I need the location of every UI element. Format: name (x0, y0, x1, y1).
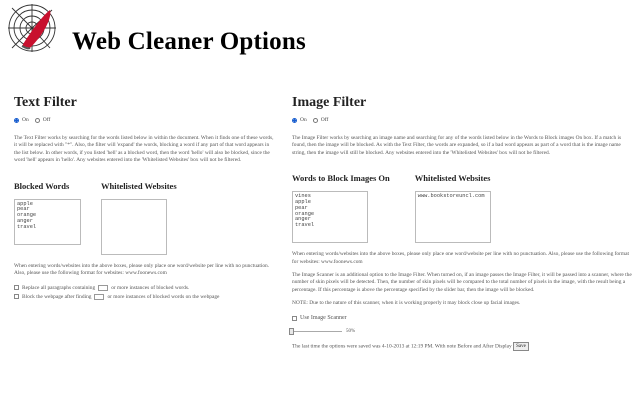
text-filter-description: The Text Filter works by searching for the words listed below in within the document. When it finds one of these words, it will be replaced with "*". Also, the filter will 'expand' the words, blocking a word if any part of that word appears in the list below. In other words, if you listed 'hell' as a blocked word, then the word 'hello' will also be blocked, since the word 'hell' appears in 'hello'. Any websites entered into the 'Whitelisted Websites' box will not be filtered. (14, 135, 274, 164)
image-filter-title: Image Filter (292, 95, 367, 110)
list-item: pear (295, 204, 308, 211)
replace-paragraphs-option (14, 283, 274, 292)
scanner-threshold-slider-row (292, 329, 632, 334)
replace-paragraphs-checkbox[interactable] (14, 285, 19, 290)
image-scanner-label: Use Image Scanner (300, 315, 347, 322)
save-button[interactable]: Save (513, 342, 529, 351)
block-webpage-option (14, 292, 274, 301)
list-item: www.bookstoreuncl.com (417, 193, 485, 200)
list-item: travel (17, 223, 37, 230)
list-item: anger (295, 216, 311, 223)
image-scanner-option (292, 314, 632, 323)
block-webpage-label: Block the webpage after finding (22, 293, 92, 300)
text-filter-on-label: On (22, 117, 29, 123)
image-entry-note: When entering words/websites into the above boxes, please only place one word/website per line with no punctuation. Also, please use the following format for websites: www.foonews.com (292, 251, 629, 265)
replace-paragraphs-label: Replace all paragraphs containing (22, 284, 96, 291)
image-scanner-warning: NOTE: Due to the nature of this scanner, when it is working properly it may block close up facial images. (292, 300, 521, 307)
image-filter-on-label: On (300, 117, 307, 123)
text-filter-off-label: Off (42, 117, 51, 123)
text-filter-off-radio[interactable] (35, 118, 40, 123)
image-whitelist-title: Whitelisted Websites (414, 173, 491, 184)
last-saved-text: The last time the options were saved was 4-10-2013 at 12:19 PM. With note Before and After Display (292, 343, 512, 350)
text-filter-on-radio[interactable] (14, 118, 19, 123)
list-item: vines (295, 193, 311, 200)
text-whitelist-title: Whitelisted Websites (101, 180, 177, 191)
text-entry-note: When entering words/websites into the above boxes, please only place one word/website per line with no punctuation. Also, please use the following format for websites: www.foonews.com (14, 262, 270, 277)
image-filter-off-label: Off (320, 117, 329, 123)
text-whitelist-textarea[interactable] (101, 199, 167, 255)
web-cleaner-logo (6, 2, 58, 54)
text-filter-section (14, 94, 274, 301)
image-blocked-words-textarea[interactable] (292, 191, 368, 243)
list-item: orange (295, 210, 315, 217)
list-item: pear (17, 206, 30, 213)
slider-value: 50% (346, 328, 356, 334)
replace-paragraphs-label-end: or more instances of blocked words. (111, 284, 190, 291)
slider-thumb[interactable] (289, 328, 294, 335)
image-filter-section (292, 94, 632, 351)
list-item: travel (295, 222, 315, 229)
image-scanner-checkbox[interactable] (292, 316, 297, 321)
page-title: Web Cleaner Options (72, 28, 306, 55)
image-whitelist-textarea[interactable] (415, 191, 491, 243)
list-item: anger (17, 218, 33, 225)
block-webpage-label-end: or more instances of blocked words on the webpage (107, 293, 220, 300)
image-filter-toggle (292, 115, 632, 125)
block-webpage-count-input[interactable] (94, 294, 104, 300)
block-webpage-checkbox[interactable] (14, 294, 19, 299)
image-blocked-words-title: Words to Block Images On (292, 173, 390, 184)
image-filter-description: The Image Filter works by searching an image name and searching for any of the words listed below in the Words to Block images On box. If a match is found, then the image will be blocked. As with the Text Filter, the words are expanded, so if a bad word appears as part of a word that is the image name string, then the image will still be blocked. Any websites entered into the 'Whitelisted Websites' box will not be filtered. (292, 135, 622, 156)
list-item: apple (17, 200, 33, 207)
replace-paragraphs-count-input[interactable] (98, 285, 108, 291)
blocked-words-title: Blocked Words (14, 180, 70, 191)
text-filter-title: Text Filter (14, 95, 77, 110)
image-filter-off-radio[interactable] (313, 118, 318, 123)
blocked-words-textarea[interactable] (14, 199, 81, 245)
image-filter-on-radio[interactable] (292, 118, 297, 123)
list-item: orange (17, 212, 37, 219)
last-saved-note (292, 342, 632, 351)
text-filter-toggle (14, 115, 274, 125)
list-item: apple (295, 199, 311, 206)
scanner-threshold-slider[interactable] (292, 331, 342, 332)
image-scanner-note: The Image Scanner is an additional option to the Image Filter. When turned on, if an image passes the Image Filter, it will be passed into a scanner, where the number of skin pixels will be detected. Then, the number of skin pixels will be compared to the total number of pixels in the image, with the result being a percentage. If this percentage is above the percentage specified by the slider bar, then the image will be blocked. (292, 272, 632, 293)
